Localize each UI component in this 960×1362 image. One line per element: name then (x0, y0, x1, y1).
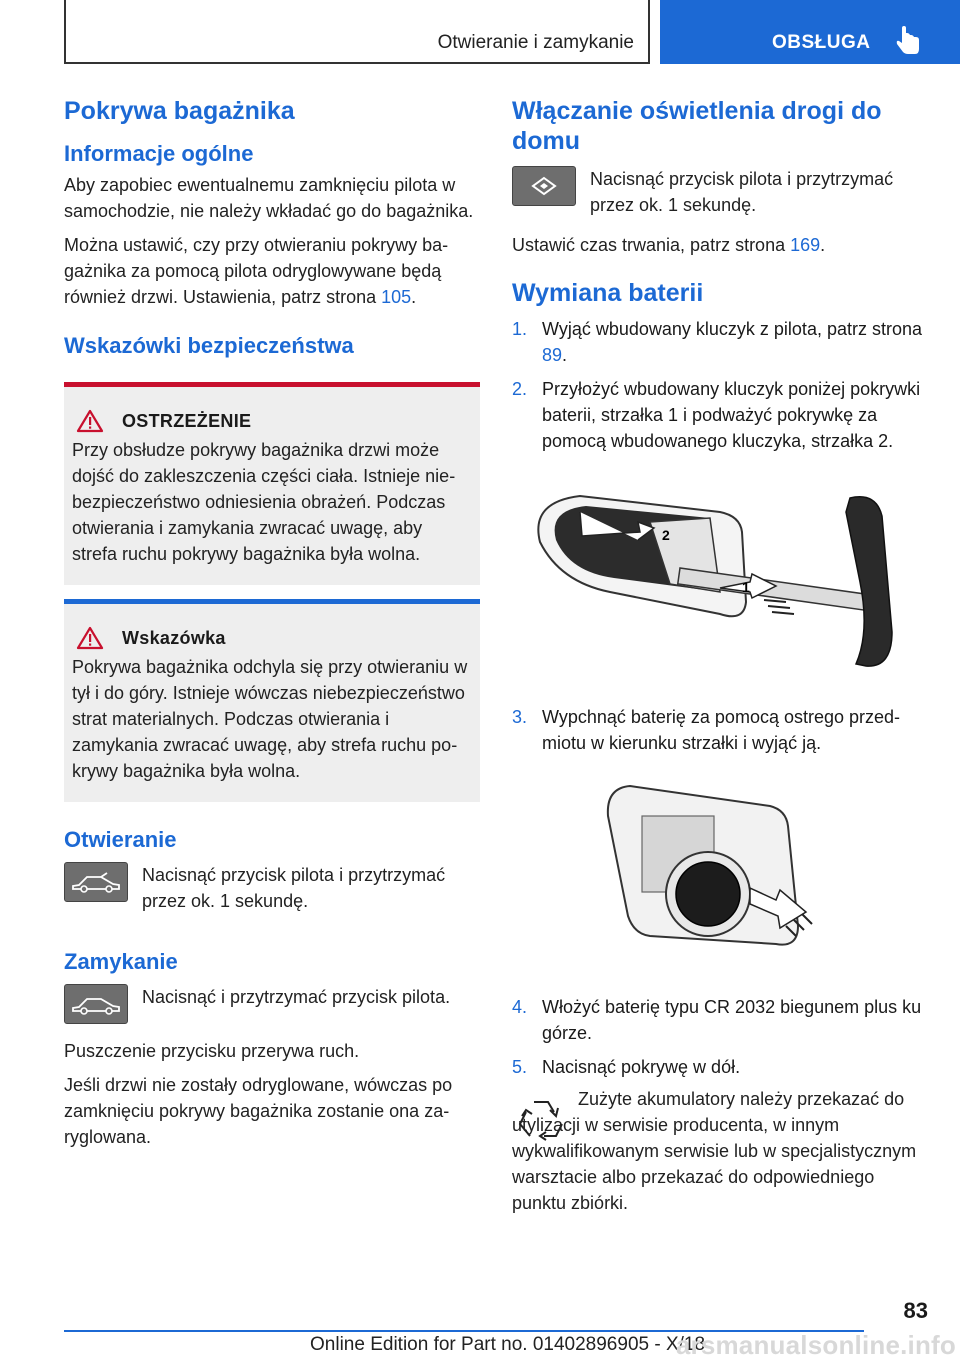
trunk-button-icon (64, 862, 128, 902)
footer-edition-text: Online Edition for Part no. 01402896905 - X/18 (310, 1334, 706, 1355)
closing-text: Nacisnąć i przytrzymać przycisk pilota. (142, 987, 451, 1007)
general-paragraph-1: Aby zapobiec ewentualnemu zamknięciu pilota w samochodzie, nie należy wkładać go do bagażnika. (64, 175, 474, 221)
battery-removal-figure-2 (590, 776, 850, 966)
watermark: arsmanualsonline.info (675, 1330, 956, 1360)
lighting-paragraph: Ustawić czas trwania, patrz strona 169. (512, 235, 826, 255)
right-column (512, 96, 928, 1216)
header-section-box (64, 0, 650, 64)
note-title: Wskazówka (122, 627, 226, 648)
heading-closing: Zamykanie (64, 949, 178, 974)
recycle-icon (512, 1094, 570, 1152)
key-fob-figure-1 (520, 482, 920, 672)
warning-triangle-icon (76, 409, 104, 433)
arrow-label-2: 2 (662, 527, 670, 543)
page-link-169[interactable]: 169 (790, 235, 821, 255)
page-link-89[interactable]: 89 (542, 345, 563, 365)
closing-row (64, 984, 480, 1024)
general-paragraph-2: Można ustawić, czy przy otwieraniu pokrywy bagażnika za pomocą pilota odryglowywane będą również drzwi. Ustawienia, patrz strona 105. (64, 235, 449, 307)
header-chapter-tab[interactable] (660, 0, 960, 64)
header-section-title: Otwieranie i zamykanie (437, 32, 634, 53)
section-title-trunk-lid: Pokrywa bagażnika (64, 97, 295, 125)
list-item: 4. Włożyć baterię typu CR 2032 biegunem plus ku górze. (512, 997, 922, 1043)
heading-opening: Otwieranie (64, 827, 177, 852)
heading-general-info: Informacje ogólne (64, 141, 254, 166)
heading-safety: Wskazówki bezpieczeństwa (64, 333, 354, 358)
section-title-battery: Wymiana baterii (512, 279, 704, 307)
hand-pointer-icon (894, 26, 922, 56)
note-text: Pokrywa bagażnika odchyla się przy otwieraniu w tył i do góry. Istnieje wówczas niebezpieczeństwo strat materialnych. Podczas otwierania i zamykania zwracać uwagę, aby strefa ruchu pokrywy bagażnika była wolna. (72, 657, 468, 781)
warning-box (64, 382, 480, 585)
closing-paragraph-2: Jeśli drzwi nie zostały odryglowane, wówczas po zamknięciu pokrywy bagażnika zostanie ona zaryglowana. (64, 1075, 453, 1147)
trunk-close-button-icon (64, 984, 128, 1024)
list-item: 5. Nacisnąć pokrywę w dół. (512, 1057, 741, 1077)
arrow-label-1: 1 (742, 579, 750, 595)
battery-steps-cont (512, 704, 928, 756)
battery-steps-cont-2 (512, 994, 928, 1080)
closing-paragraph-1: Puszczenie przycisku przerywa ruch. (64, 1041, 360, 1061)
note-box (64, 599, 480, 802)
list-item: 1. Wyjąć wbudowany kluczyk z pilota, patrz strona 89. (512, 319, 922, 365)
header-tab-label: OBSŁUGA (772, 32, 871, 53)
battery-steps (512, 316, 928, 454)
list-item: 2. Przyłożyć wbudowany kluczyk poniżej pokrywki baterii, strzałka 1 i podważyć pokrywkę za pomocą wbudowanego kluczyka, strzałka 2. (512, 379, 921, 451)
recycle-text: Zużyte akumulatory należy przekazać do utylizacji w serwisie producenta, w innym wykwalifikowanym serwisie lub w specjalistycznym warsztacie albo przekazać do odpowiedniego punktu zbiórki. (512, 1089, 917, 1213)
page-number: 83 (903, 1298, 928, 1323)
warning-title: OSTRZEŻENIE (122, 410, 252, 431)
opening-row (64, 862, 480, 914)
opening-text: Nacisnąć przycisk pilota i przytrzymać przez ok. 1 sekundę. (142, 865, 446, 911)
lighting-row (512, 166, 928, 218)
warning-text: Przy obsłudze pokrywy bagażnika drzwi może dojść do zakleszczenia części ciała. Istnieje niebezpieczeństwo odniesienia obrażeń. Podczas otwierania i zamykania zwracać uwagę, aby strefa ruchu pokrywy bagażnika była wolna. (72, 440, 456, 564)
recycle-notice (512, 1086, 928, 1216)
page-link-105[interactable]: 105 (381, 287, 412, 307)
section-title-lighting: Włączanie oświetlenia drogi do domu (512, 97, 882, 155)
caution-triangle-icon (76, 626, 104, 650)
lighting-text: Nacisnąć przycisk pilota i przytrzymać przez ok. 1 sekundę. (590, 169, 894, 215)
light-button-icon (512, 166, 576, 206)
left-column (64, 96, 480, 1150)
list-item: 3. Wypchnąć baterię za pomocą ostrego przedmiotu w kierunku strzałki i wyjąć ją. (512, 707, 901, 753)
